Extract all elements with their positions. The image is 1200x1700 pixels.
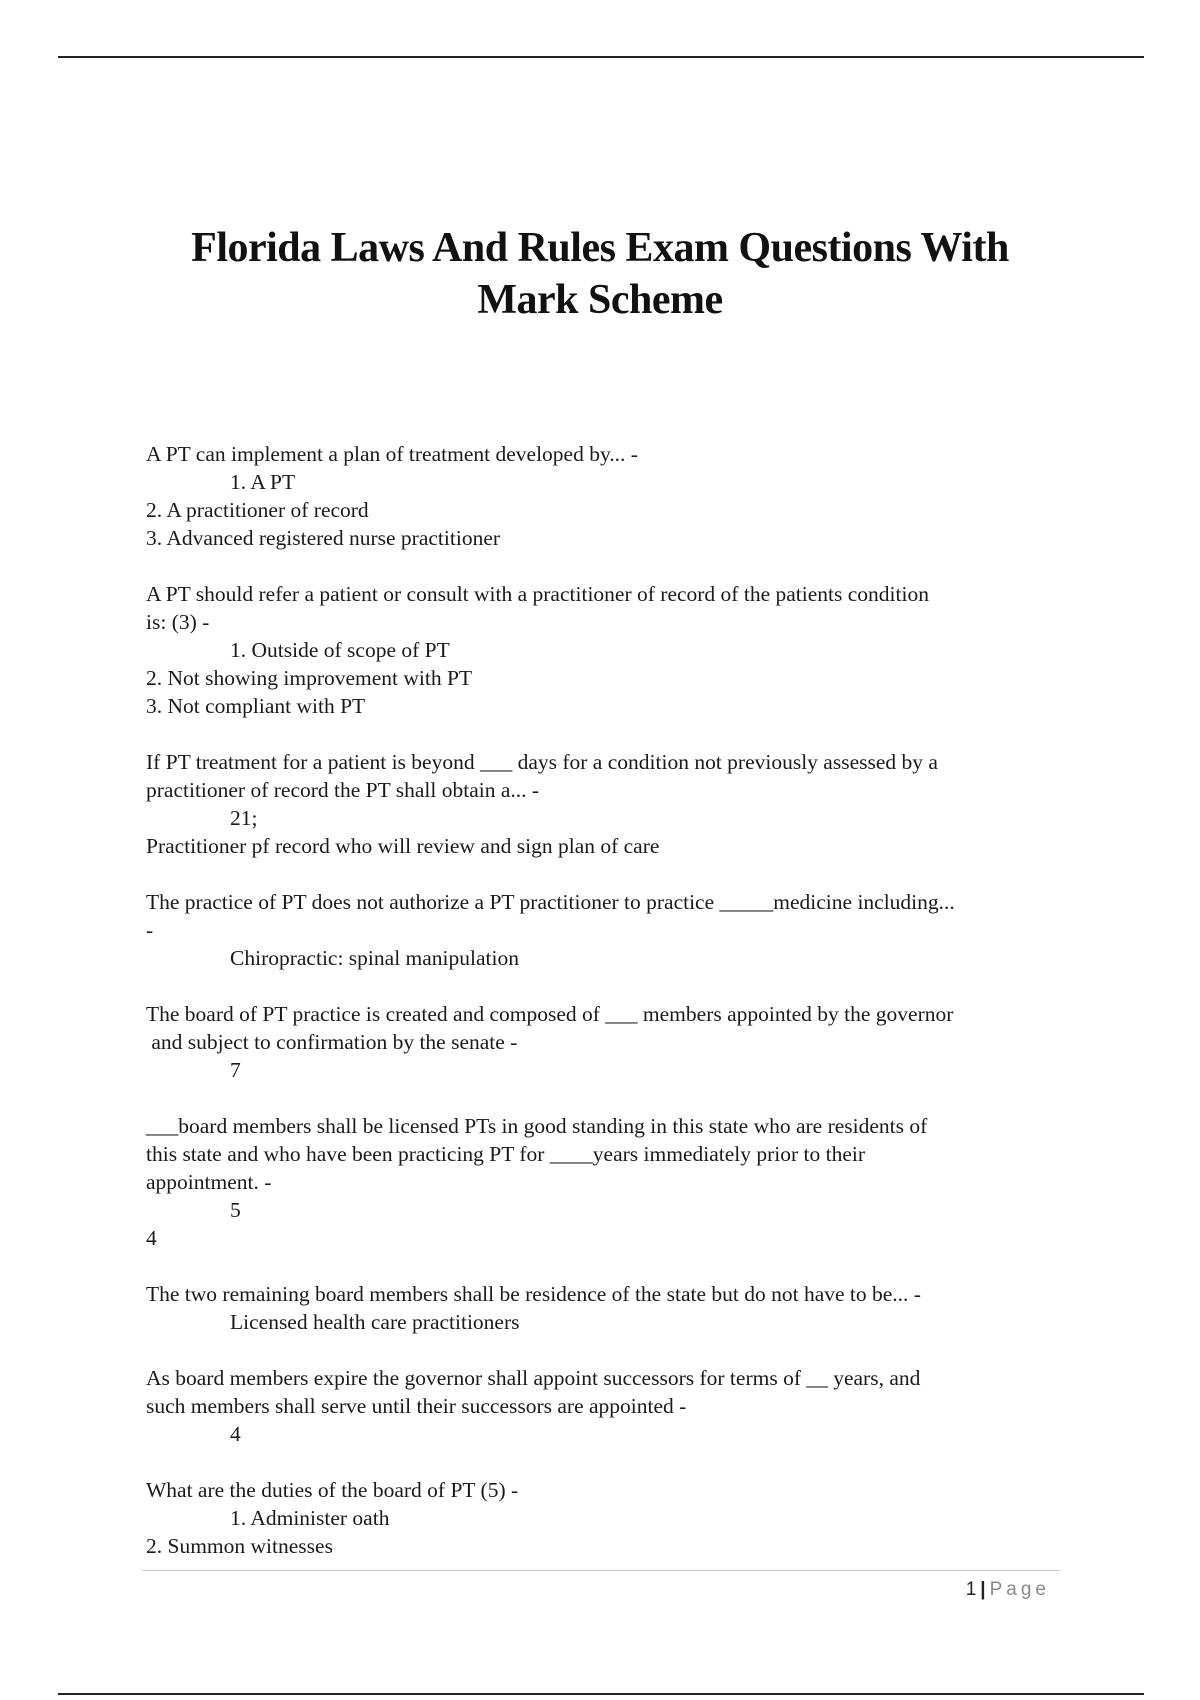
- question-line: If PT treatment for a patient is beyond ___ days for a condition not previously assessed by a: [146, 750, 938, 774]
- question-line: As board members expire the governor shall appoint successors for terms of __ years, and: [146, 1366, 921, 1390]
- answer-line: 1. Administer oath: [230, 1506, 390, 1530]
- answer-line: 4: [230, 1422, 241, 1446]
- answer-line: Licensed health care practitioners: [230, 1310, 520, 1334]
- question-line: A PT should refer a patient or consult with a practitioner of record of the patients condition: [146, 582, 929, 606]
- qa-item: [146, 1112, 1076, 1252]
- page-footer: [966, 1578, 1050, 1602]
- title-line-1: Florida Laws And Rules Exam Questions With: [191, 225, 1009, 271]
- qa-item: [146, 1280, 1076, 1336]
- question-line: ___board members shall be licensed PTs in good standing in this state who are residents of: [146, 1114, 928, 1138]
- answer-line: 5: [230, 1198, 241, 1222]
- qa-item: [146, 1476, 1076, 1560]
- answer-line: 2. A practitioner of record: [146, 498, 369, 522]
- answer-line: 4: [146, 1226, 157, 1250]
- qa-item: [146, 748, 1076, 860]
- footer-rule: [142, 1570, 1060, 1571]
- answer-line: Practitioner pf record who will review and sign plan of care: [146, 834, 660, 858]
- question-line: is: (3) -: [146, 610, 210, 634]
- answer-line: Chiropractic: spinal manipulation: [230, 946, 519, 970]
- answer-line: 1. Outside of scope of PT: [230, 638, 450, 662]
- answer-line: 3. Not compliant with PT: [146, 694, 366, 718]
- question-line: such members shall serve until their successors are appointed -: [146, 1394, 687, 1418]
- question-line: practitioner of record the PT shall obtain a... -: [146, 778, 540, 802]
- answer-line: 7: [230, 1058, 241, 1082]
- title-line-2: Mark Scheme: [477, 277, 723, 323]
- answer-line: 21;: [230, 806, 258, 830]
- qa-item: [146, 440, 1076, 552]
- qa-item: [146, 1000, 1076, 1084]
- page-label: Page: [989, 1579, 1050, 1600]
- question-line: and subject to confirmation by the senate -: [146, 1030, 518, 1054]
- page-number: 1: [965, 1579, 977, 1600]
- question-line: appointment. -: [146, 1170, 272, 1194]
- page-separator: |: [980, 1579, 986, 1600]
- header-rule: [58, 56, 1144, 58]
- qa-item: [146, 580, 1076, 720]
- answer-line: 2. Not showing improvement with PT: [146, 666, 473, 690]
- qa-item: [146, 1364, 1076, 1448]
- question-line: A PT can implement a plan of treatment developed by... -: [146, 442, 638, 466]
- question-line: -: [146, 918, 154, 942]
- question-line: this state and who have been practicing PT for ____years immediately prior to their: [146, 1142, 866, 1166]
- question-line: The board of PT practice is created and composed of ___ members appointed by the governor: [146, 1002, 954, 1026]
- qa-item: [146, 888, 1076, 972]
- answer-line: 1. A PT: [230, 470, 296, 494]
- question-line: What are the duties of the board of PT (5) -: [146, 1478, 519, 1502]
- answer-line: 2. Summon witnesses: [146, 1534, 333, 1558]
- bottom-rule: [58, 1693, 1144, 1695]
- question-line: The two remaining board members shall be residence of the state but do not have to be... -: [146, 1282, 921, 1306]
- question-line: The practice of PT does not authorize a PT practitioner to practice _____medicine including...: [146, 890, 955, 914]
- question-list: [146, 440, 1076, 1588]
- answer-line: 3. Advanced registered nurse practitioner: [146, 526, 501, 550]
- document-title: [100, 222, 1100, 326]
